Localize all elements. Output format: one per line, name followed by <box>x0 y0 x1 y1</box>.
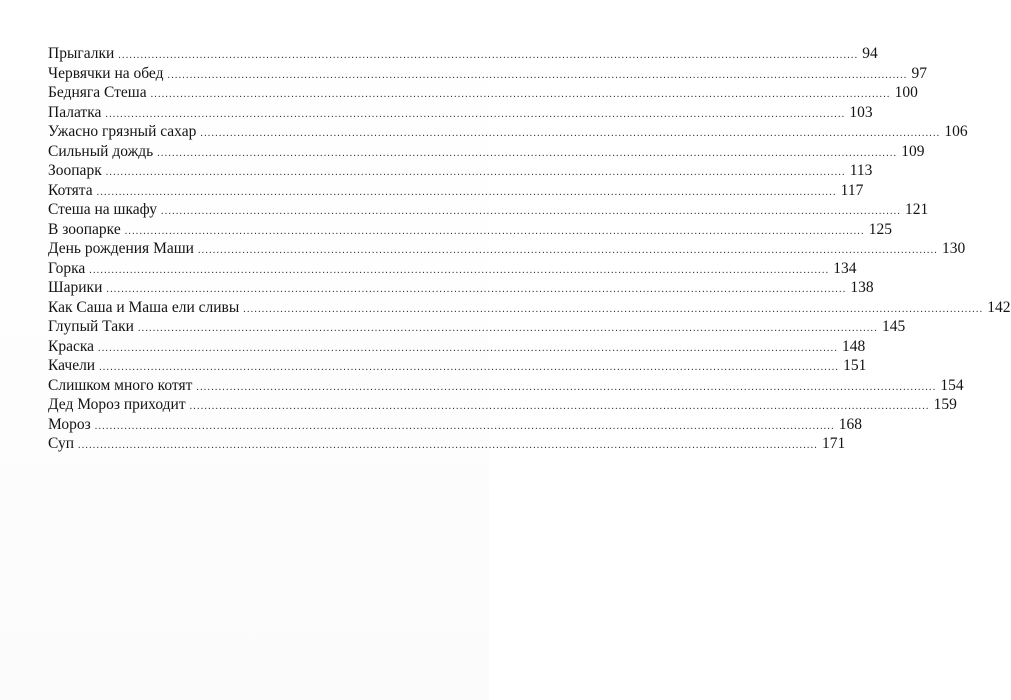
toc-entry-title: Дед Мороз приходит <box>48 396 186 413</box>
dot-leader: ........................................................................................................................................................................................................ <box>150 89 891 100</box>
toc-entry-title: Глупый Таки <box>48 318 134 335</box>
toc-entry-page: 148 <box>842 337 866 355</box>
toc-entry-title: Котята <box>48 181 93 199</box>
toc-entry <box>48 122 968 142</box>
dot-leader: ........................................................................................................................................................................................................ <box>105 108 846 120</box>
toc-entry <box>48 44 878 64</box>
toc-entry <box>48 337 866 357</box>
toc-entry-title: Как Саша и Маша ели сливы <box>48 298 240 316</box>
dot-leader: ........................................................................................................................................................................................................ <box>161 206 902 217</box>
toc-entry-title: Стеша на шкафу <box>48 201 158 218</box>
toc-entry <box>48 200 929 220</box>
toc-entry <box>48 142 925 162</box>
dot-leader: ........................................................................................................................................................................................................ <box>167 69 908 81</box>
toc-entry <box>48 395 957 415</box>
toc-entry-page: 121 <box>905 201 929 218</box>
toc-entry-title: Краска <box>48 337 95 355</box>
toc-entry-page: 113 <box>849 162 873 179</box>
toc-entry-page: 109 <box>901 142 925 160</box>
dot-leader: ........................................................................................................................................................................................................ <box>189 401 930 412</box>
toc-entry-page: 130 <box>941 240 966 257</box>
dot-leader: ........................................................................................................................................................................................................ <box>137 323 878 334</box>
toc-entry-page: 171 <box>822 435 846 452</box>
toc-entry <box>48 181 864 201</box>
toc-entry-title: Прыгалки <box>48 45 115 62</box>
toc-entry-title: Горка <box>48 259 86 277</box>
dot-leader: ........................................................................................................................................................................................................ <box>98 342 839 354</box>
toc-entry-page: 125 <box>868 220 892 238</box>
toc-entry-page: 106 <box>944 123 968 140</box>
toc-entry <box>48 376 964 396</box>
dot-leader: ........................................................................................................................................................................................................ <box>89 264 830 276</box>
toc-entry-page: 151 <box>843 357 867 374</box>
toc-entry-title: Сильный дождь <box>48 142 154 160</box>
toc-entry-title: Шарики <box>48 279 103 296</box>
toc-entry-page: 159 <box>933 396 957 413</box>
toc-entry-title: Бедняга Стеша <box>48 84 147 101</box>
toc-entry-page: 97 <box>911 64 927 82</box>
toc-entry-title: Палатка <box>48 103 102 121</box>
toc-entry <box>48 239 966 259</box>
toc-entry-title: Мороз <box>48 415 91 433</box>
dot-leader: ........................................................................................................................................................................................................ <box>243 303 984 315</box>
toc-entry-page: 168 <box>838 415 863 433</box>
toc-entry-title: День рождения Маши <box>48 240 194 257</box>
dot-leader: ........................................................................................................................................................................................................ <box>94 420 835 432</box>
toc-entry <box>48 415 863 435</box>
toc-entry-title: В зоопарке <box>48 220 121 238</box>
toc-entry <box>48 64 927 84</box>
toc-entry <box>48 103 873 123</box>
toc-entry <box>48 434 846 454</box>
dot-leader: ........................................................................................................................................................................................................ <box>157 147 898 159</box>
toc-entry-page: 117 <box>840 181 864 199</box>
dot-leader: ........................................................................................................................................................................................................ <box>78 440 818 451</box>
toc-entry-page: 103 <box>849 103 873 121</box>
dot-leader: ........................................................................................................................................................................................................ <box>96 186 837 198</box>
dot-leader: ........................................................................................................................................................................................................ <box>105 167 846 178</box>
toc-entry <box>48 220 892 240</box>
toc-entry <box>48 278 874 298</box>
dot-leader: ........................................................................................................................................................................................................ <box>196 381 937 393</box>
dot-leader: ........................................................................................................................................................................................................ <box>197 245 938 256</box>
toc-entry-title: Качели <box>48 357 96 374</box>
toc-entry <box>48 83 918 103</box>
dot-leader: ........................................................................................................................................................................................................ <box>106 284 847 295</box>
toc-entry-title: Ужасно грязный сахар <box>48 123 197 140</box>
toc-entry <box>48 317 906 337</box>
toc-entry-page: 154 <box>940 376 964 394</box>
toc-entry-page: 134 <box>833 259 857 277</box>
toc-entry-page: 145 <box>881 318 906 335</box>
toc-entry <box>48 298 1011 318</box>
toc-entry-title: Суп <box>48 435 74 452</box>
toc-entry-title: Зоопарк <box>48 162 102 179</box>
toc-entry-page: 138 <box>850 279 874 296</box>
dot-leader: ........................................................................................................................................................................................................ <box>118 50 859 61</box>
toc-entry-title: Червячки на обед <box>48 64 164 82</box>
dot-leader: ........................................................................................................................................................................................................ <box>124 225 865 237</box>
toc-entry-title: Слишком много котят <box>48 376 193 394</box>
dot-leader: ........................................................................................................................................................................................................ <box>99 362 840 373</box>
toc-entry <box>48 259 857 279</box>
toc-entry <box>48 356 867 376</box>
dot-leader: ........................................................................................................................................................................................................ <box>200 128 941 139</box>
toc-entry-page: 94 <box>862 45 878 62</box>
toc-entry <box>48 161 873 181</box>
toc-entry-page: 100 <box>894 84 918 101</box>
toc-entry-page: 142 <box>987 298 1011 316</box>
table-of-contents <box>48 44 1011 454</box>
